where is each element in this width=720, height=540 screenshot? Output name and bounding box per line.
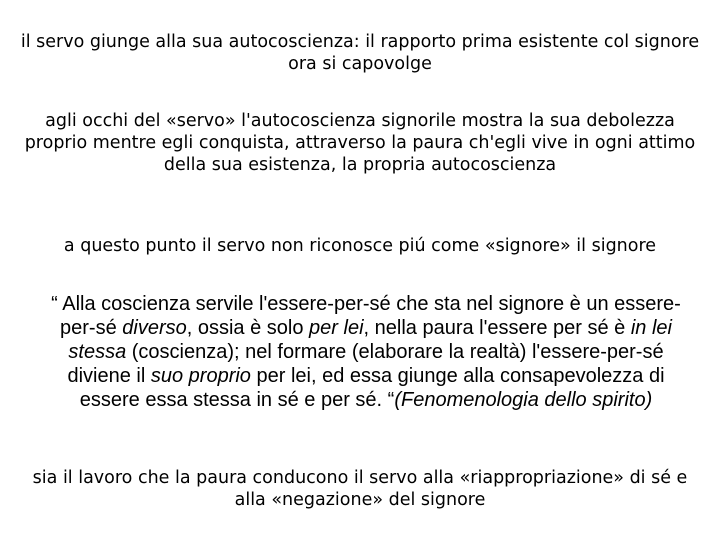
quote-italic-per-lei: per lei: [309, 317, 364, 339]
quote-italic-in-lei-stessa: in lei stessa: [68, 317, 672, 363]
quote-text-5: per lei, ed essa giunge alla consapevolezza di essere essa stessa in sé e per sé. “: [79, 365, 665, 411]
paragraph-servo-autocoscienza: il servo giunge alla sua autocoscienza: il rapporto prima esistente col signore ora si capovolge: [20, 32, 700, 74]
quote-source-citation: (Fenomenologia dello spirito): [394, 389, 653, 411]
quote-text-3: , nella paura l'essere per sé è: [363, 317, 631, 339]
quote-text-1: “ Alla coscienza servile l'essere-per-sé che sta nel signore è un essere-per-sé: [51, 293, 681, 339]
paragraph-occhi-del-servo: agli occhi del «servo» l'autocoscienza signorile mostra la sua debolezza proprio mentre egli conquista, attraverso la paura ch'egli vive in ogni attimo della sua esistenza, la propria autocoscienza: [24, 111, 696, 175]
quote-text-2: , ossia è solo: [186, 317, 310, 339]
quote-italic-diverso: diverso: [122, 317, 187, 339]
quote-text-4: (coscienza); nel formare (elaborare la realtà) l'essere-per-sé diviene il: [67, 341, 664, 387]
paragraph-lavoro-e-paura: sia il lavoro che la paura conducono il servo alla «riappropriazione» di sé e alla «negazione» del signore: [32, 468, 688, 510]
paragraph-non-riconosce-signore: a questo punto il servo non riconosce piú come «signore» il signore: [63, 236, 657, 256]
quote-italic-suo-proprio: suo proprio: [150, 365, 251, 387]
hegel-quote: [44, 292, 688, 412]
